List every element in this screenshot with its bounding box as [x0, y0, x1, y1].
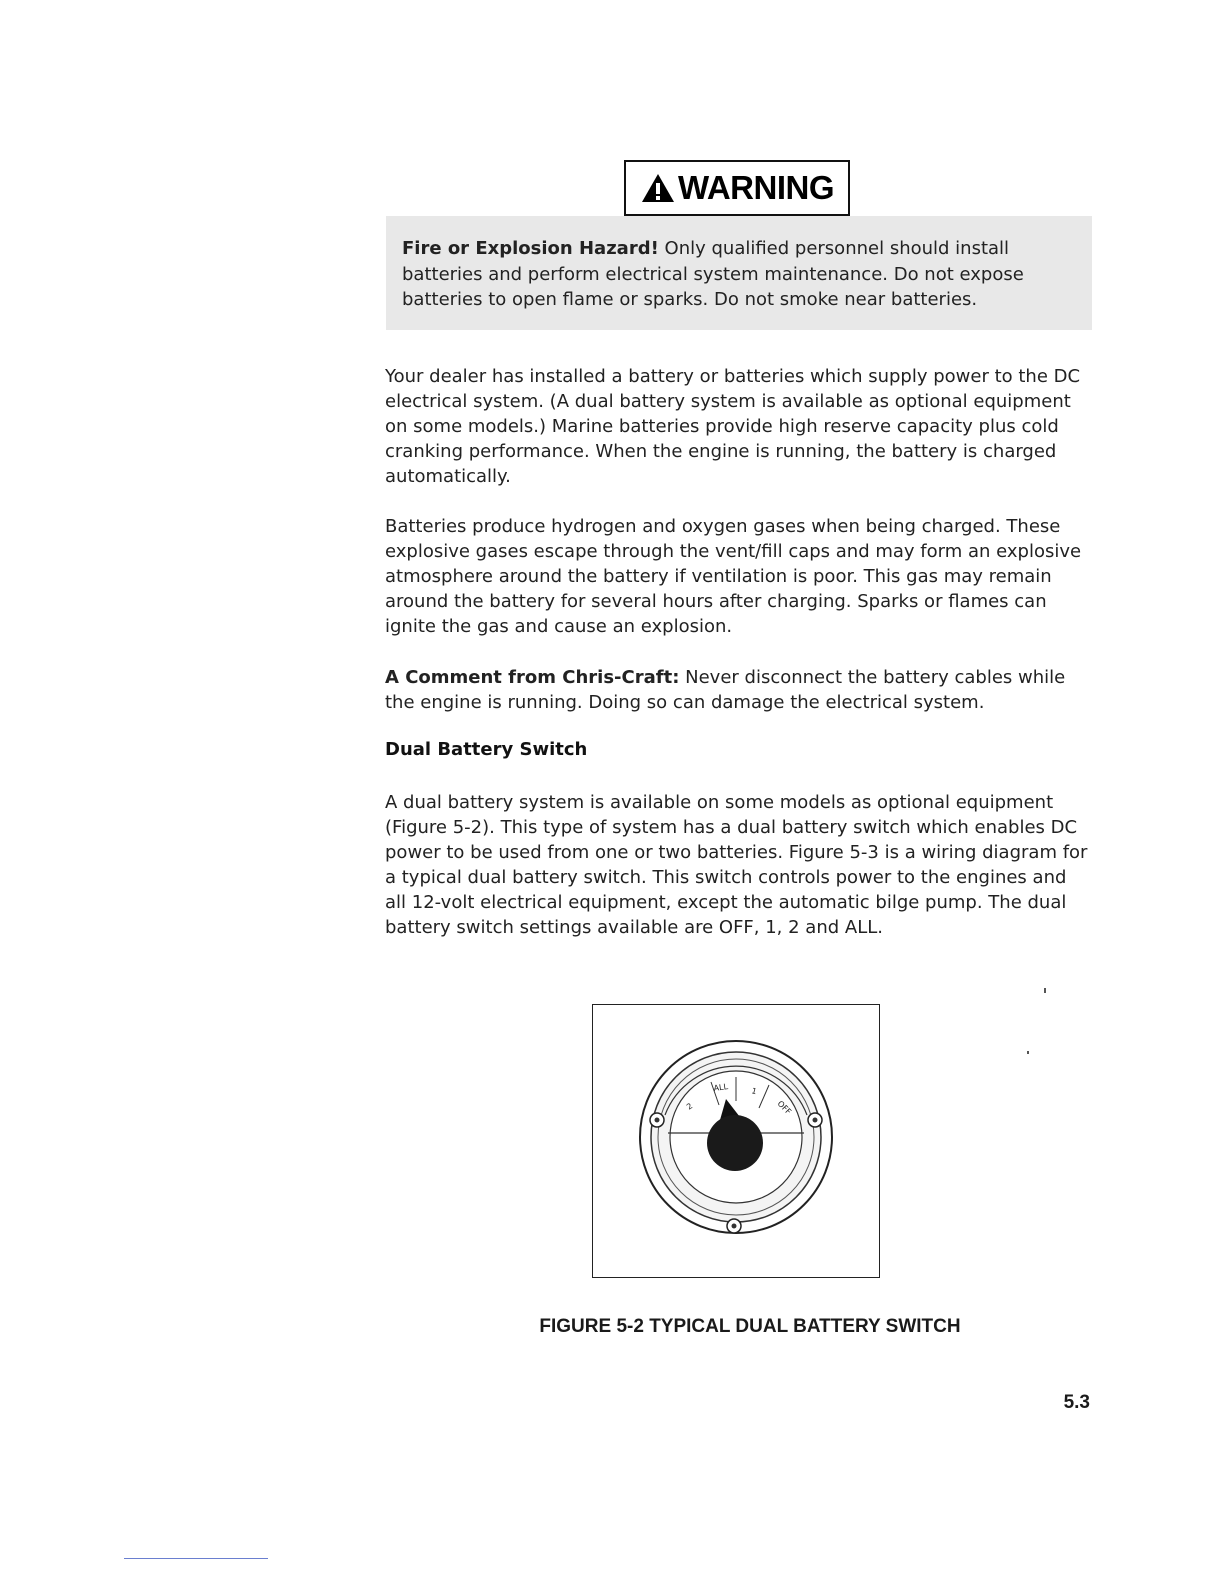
- figure-caption: FIGURE 5-2 TYPICAL DUAL BATTERY SWITCH: [539, 1316, 961, 1337]
- dial-label-off: OFF: [775, 1099, 793, 1117]
- dial-label-2: 2: [684, 1101, 695, 1112]
- section-paragraph: A dual battery system is available on some models as optional equipment (Figure 5-2). This type of system has a dual battery switch which enables DC power to be used from one or two batteries. Figure 5-3 is a wiring diagram for a typical dual battery switch. This switch controls power to the engines and all 12-volt electrical equipment, except the automatic bilge pump. The dual battery switch settings available are OFF, 1, 2 and ALL.: [385, 792, 1088, 938]
- intro-paragraph: Your dealer has installed a battery or batteries which supply power to the DC electrical system. (A dual battery system is available as optional equipment on some models.) Marine batteries provide high reserve capacity plus cold cranking performance. When the engine is running, the battery is charged automatically.: [385, 366, 1081, 487]
- comment-label: A Comment from Chris-Craft:: [385, 667, 680, 688]
- switch-knob: [707, 1115, 763, 1171]
- comment-text: Never disconnect the battery cables while the engine is running. Doing so can damage the electrical system.: [385, 667, 1066, 713]
- comment-paragraph: [385, 665, 1090, 715]
- scan-speck: [1044, 988, 1046, 993]
- dial-label-1: 1: [750, 1086, 758, 1097]
- hazard-title: Fire or Explosion Hazard!: [402, 238, 659, 259]
- footer-rule: [124, 1558, 268, 1559]
- warning-header: [624, 160, 850, 216]
- battery-switch-illustration: [593, 1005, 881, 1279]
- warning-label: WARNING: [678, 169, 834, 206]
- figure-box: [592, 1004, 880, 1278]
- scan-speck: [1027, 1051, 1029, 1054]
- section-heading: Dual Battery Switch: [385, 739, 588, 760]
- dial-label-all: ALL: [713, 1082, 729, 1093]
- warning-box: [386, 216, 1092, 330]
- warning-triangle-icon: [640, 172, 676, 204]
- page-number: 5.3: [1063, 1392, 1090, 1413]
- warning-text: Only qualified personnel should install batteries and perform electrical system maintenance. Do not expose batteries to open flame or sparks. Do not smoke near batteries.: [402, 238, 1024, 310]
- gas-paragraph: Batteries produce hydrogen and oxygen gases when being charged. These explosive gases escape through the vent/fill caps and may form an explosive atmosphere around the battery if ventilation is poor. This gas may remain around the battery for several hours after charging. Sparks or flames can ignite the gas and cause an explosion.: [385, 516, 1082, 637]
